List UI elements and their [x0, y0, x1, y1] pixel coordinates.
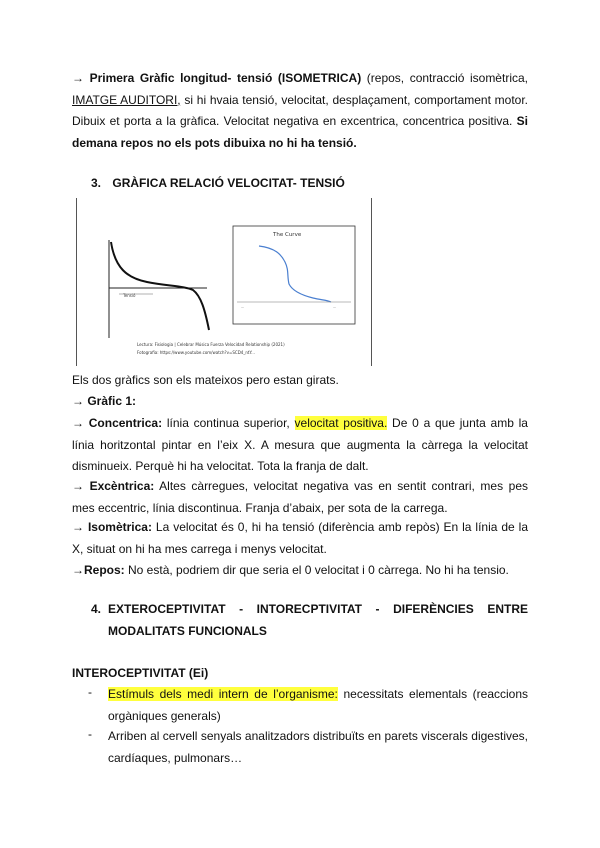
list-item — [108, 684, 528, 727]
section-4-number: 4. — [91, 602, 102, 616]
arrow-icon: → — [72, 563, 84, 577]
list-item — [108, 726, 528, 769]
section-4-title-line-1: EXTEROCEPTIVITAT - INTORECPTIVITAT - DIFERÈNCIES ENTRE — [108, 602, 528, 616]
concentrica-paragraph — [72, 413, 528, 478]
paragraph-text: Altes càrregues, velocitat negativa vas en sentit contrari, mes pes mes eccentric, línia discontinua. Franja d’abaix, per sota de la carrega. — [72, 479, 528, 515]
svg-text:—: — — [333, 305, 336, 309]
grafic1-label: Gràfic 1: — [87, 394, 137, 408]
velocity-tension-graphs — [77, 198, 371, 366]
left-chart-inner-label: Tensió — [123, 293, 136, 298]
list-item-text: necessitats elementals (reaccions orgàniques generals) — [108, 687, 529, 723]
svg-text:—: — — [241, 305, 244, 309]
right-chart — [233, 226, 355, 324]
section-3-heading — [91, 173, 345, 195]
section-title: GRÀFICA RELACIÓ VELOCITAT- TENSIÓ — [112, 176, 345, 190]
intro-paragraph — [72, 68, 528, 154]
highlighted-text: Estímuls dels medi intern de l’organisme: — [108, 687, 338, 701]
paragraph-text: De 0 a que junta amb la línia horitzontal pintar en l’eix X. A mesura que augmenta la càrrega la velocitat disminueix. Perquè hi ha velocitat. Tota la franja de dalt. — [72, 416, 528, 473]
arrow-icon: → — [72, 416, 84, 430]
excentrica-paragraph — [72, 476, 528, 519]
list-bullet: - — [88, 727, 92, 741]
paragraph-text: No està, podriem dir que seria el 0 velocitat i 0 càrrega. No hi ha tensio. — [124, 563, 509, 577]
interoceptivitat-heading: INTEROCEPTIVITAT (Ei) — [72, 666, 209, 680]
highlighted-text: velocitat positiva. — [294, 416, 388, 430]
repos-label: Repos: — [84, 563, 125, 577]
paragraph-text: La velocitat és 0, hi ha tensió (diferència amb repòs) En la línia de la X, situat on hi ha mes carrega i menys velocitat. — [72, 520, 528, 556]
arrow-icon: → — [72, 71, 84, 85]
left-chart — [109, 240, 209, 338]
figure-caption-line-1: Lectura: Fisiologia | Celebrar Música Fuerza Velocidad Relationship (2021) — [137, 342, 285, 347]
figure-image — [76, 198, 372, 366]
bold-note: Si demana repos no els pots dibuixa no hi ha tensió. — [72, 114, 528, 150]
section-4-title-line-2: MODALITATS FUNCIONALS — [108, 624, 267, 638]
arrow-icon: → — [72, 479, 84, 493]
arrow-icon: → — [72, 520, 84, 534]
excentrica-label: Excèntrica: — [89, 479, 155, 493]
right-chart-title: The Curve — [273, 232, 302, 238]
underlined-text: IMATGE AUDITORI, — [72, 92, 181, 107]
concentrica-label: Concentrica: — [88, 416, 163, 430]
graph-title: Primera Gràfic longitud- tensió (ISOMETRICA) — [89, 71, 362, 85]
arrow-icon: → — [72, 394, 84, 408]
list-item-text: Arriben al cervell senyals analitzadors distribuïts en parets viscerals digestives, cardíaques, pulmonars… — [108, 729, 528, 765]
after-figure-text: Els dos gràfics son els mateixos pero estan girats. — [72, 373, 339, 387]
list-bullet: - — [88, 685, 92, 699]
paragraph-text: si hi hvaia tensió, velocitat, desplaçament, comportament motor. Dibuix et porta a la gràfica. Velocitat negativa en excentrica, concentrica positiva. — [72, 92, 529, 128]
repos-paragraph — [72, 560, 528, 582]
figure-caption-line-2: Fotografia: https://www.youtube.com/watch?v=SCD4_ntY... — [137, 350, 255, 355]
isometrica-paragraph — [72, 517, 528, 560]
grafic1-heading — [72, 391, 528, 413]
section-number: 3. — [91, 176, 102, 190]
paragraph-text: (repos, contracció isomètrica, — [361, 71, 528, 85]
paragraph-text: línia continua superior, — [162, 416, 295, 430]
isometrica-label: Isomètrica: — [87, 520, 152, 534]
